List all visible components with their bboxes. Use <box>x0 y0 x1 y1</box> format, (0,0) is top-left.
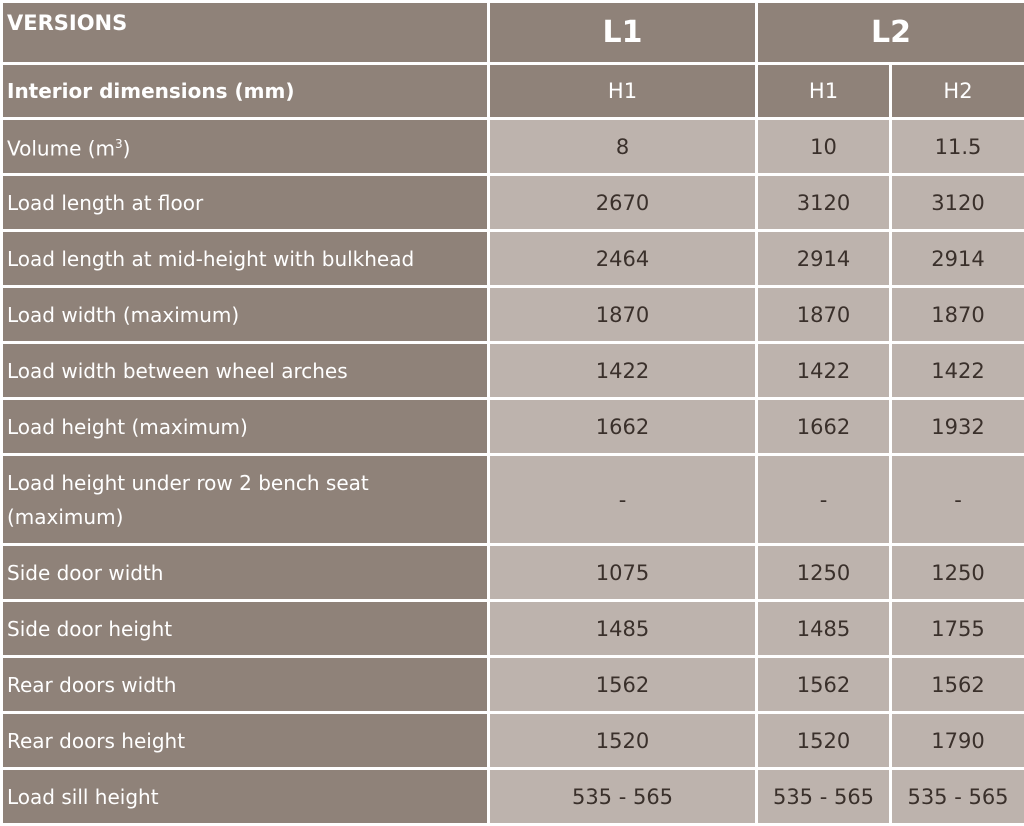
cell-l2-h1: 1485 <box>757 601 891 657</box>
table-row <box>2 713 1024 769</box>
row-label: Load width (maximum) <box>2 287 489 343</box>
row-label: Load sill height <box>2 769 489 825</box>
cell-l2-h1: 3120 <box>757 175 891 231</box>
cell-l1-h1: 1870 <box>489 287 757 343</box>
row-label: Load width between wheel arches <box>2 343 489 399</box>
row-label: Load length at floor <box>2 175 489 231</box>
table-row <box>2 343 1024 399</box>
row-label: Load height under row 2 bench seat (maximum) <box>2 455 489 545</box>
cell-l2-h2: 1250 <box>891 545 1024 601</box>
cell-l2-h2: 11.5 <box>891 119 1024 175</box>
cell-l2-h2: 1932 <box>891 399 1024 455</box>
cell-l2-h2: 3120 <box>891 175 1024 231</box>
versions-label: VERSIONS <box>2 2 489 64</box>
cell-l2-h2: 535 - 565 <box>891 769 1024 825</box>
cell-l2-h1: 1870 <box>757 287 891 343</box>
cell-l1-h1: 1422 <box>489 343 757 399</box>
cell-l1-h1: 1662 <box>489 399 757 455</box>
row-label <box>2 119 489 175</box>
cell-l1-h1: - <box>489 455 757 545</box>
cell-l1-h1: 2670 <box>489 175 757 231</box>
cell-l2-h1: 1422 <box>757 343 891 399</box>
group-header-l1: L1 <box>489 2 757 64</box>
cell-l1-h1: 1075 <box>489 545 757 601</box>
table-row <box>2 175 1024 231</box>
table-row <box>2 119 1024 175</box>
cell-l2-h2: 1422 <box>891 343 1024 399</box>
cell-l1-h1: 8 <box>489 119 757 175</box>
superscript: 3 <box>115 137 123 151</box>
interior-dimensions-label: Interior dimensions (mm) <box>2 64 489 119</box>
cell-l1-h1: 1562 <box>489 657 757 713</box>
cell-l1-h1: 2464 <box>489 231 757 287</box>
column-header-l1-h1: H1 <box>489 64 757 119</box>
cell-l2-h2: 1755 <box>891 601 1024 657</box>
cell-l2-h1: 1662 <box>757 399 891 455</box>
row-label: Side door height <box>2 601 489 657</box>
table-row <box>2 287 1024 343</box>
column-header-l2-h2: H2 <box>891 64 1024 119</box>
table-row <box>2 657 1024 713</box>
cell-l2-h1: 1520 <box>757 713 891 769</box>
table-row <box>2 455 1024 545</box>
table-row <box>2 399 1024 455</box>
cell-l2-h2: 1870 <box>891 287 1024 343</box>
subheader-row <box>2 64 1024 119</box>
cell-l2-h2: 1790 <box>891 713 1024 769</box>
row-label: Side door width <box>2 545 489 601</box>
cell-l2-h2: 1562 <box>891 657 1024 713</box>
row-label-suffix: ) <box>123 137 131 161</box>
row-label: Rear doors height <box>2 713 489 769</box>
cell-l2-h1: - <box>757 455 891 545</box>
cell-l1-h1: 1520 <box>489 713 757 769</box>
cell-l2-h2: - <box>891 455 1024 545</box>
cell-l2-h1: 2914 <box>757 231 891 287</box>
table-row <box>2 601 1024 657</box>
row-label: Load length at mid-height with bulkhead <box>2 231 489 287</box>
cell-l2-h2: 2914 <box>891 231 1024 287</box>
row-label: Load height (maximum) <box>2 399 489 455</box>
row-label-text: Volume (m <box>7 137 115 161</box>
cell-l2-h1: 1250 <box>757 545 891 601</box>
cell-l1-h1: 1485 <box>489 601 757 657</box>
group-header-l2: L2 <box>757 2 1024 64</box>
table-row <box>2 545 1024 601</box>
cell-l2-h1: 535 - 565 <box>757 769 891 825</box>
cell-l2-h1: 10 <box>757 119 891 175</box>
row-label: Rear doors width <box>2 657 489 713</box>
versions-header-row <box>2 2 1024 64</box>
column-header-l2-h1: H1 <box>757 64 891 119</box>
cell-l1-h1: 535 - 565 <box>489 769 757 825</box>
table-row <box>2 769 1024 825</box>
cell-l2-h1: 1562 <box>757 657 891 713</box>
table-row <box>2 231 1024 287</box>
